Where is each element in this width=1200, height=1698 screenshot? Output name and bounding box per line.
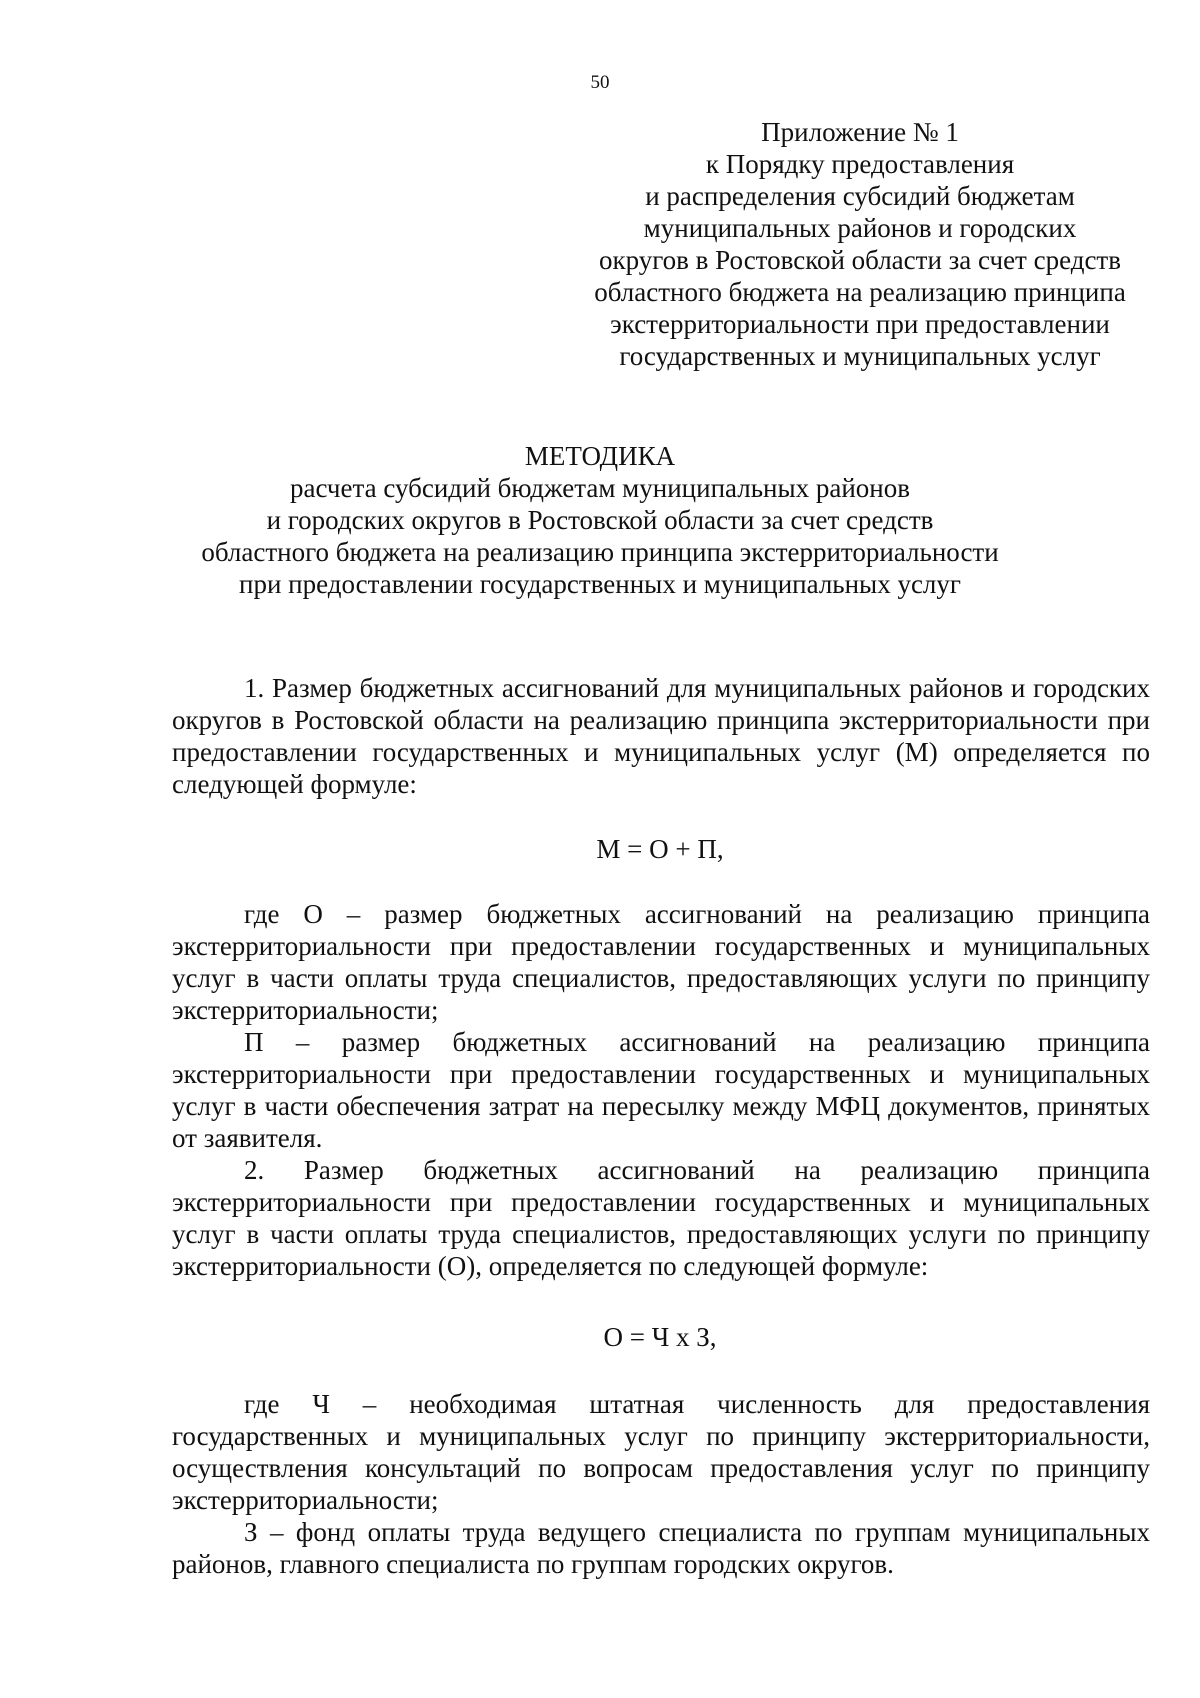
document-title xyxy=(150,440,1050,600)
definition-o: где О – размер бюджетных ассигнований на реализацию принципа экстерриториальности при предоставлении государственных и муниципальных услуг в части оплаты труда специалистов, предоставляющих услуги по принципу экстерриториальности; xyxy=(172,899,1150,1025)
title-line: расчета субсидий бюджетам муниципальных районов xyxy=(290,473,910,503)
appendix-line: государственных и муниципальных услуг xyxy=(619,341,1101,371)
appendix-line: округов в Ростовской области за счет средств xyxy=(599,245,1121,275)
page-number: 50 xyxy=(590,72,610,93)
section-1-text xyxy=(172,672,1150,800)
appendix-line: и распределения субсидий бюджетам xyxy=(645,181,1075,211)
section-2-definitions xyxy=(172,1388,1150,1580)
appendix-reference xyxy=(560,116,1160,372)
section-1-definitions xyxy=(172,898,1150,1282)
paragraph-2: 2. Размер бюджетных ассигнований на реализацию принципа экстерриториальности при предоставлении государственных и муниципальных услуг в части оплаты труда специалистов, предоставляющих услуги по принципу экстерриториальности (О), определяется по следующей формуле: xyxy=(172,1155,1150,1281)
appendix-line: областного бюджета на реализацию принципа xyxy=(594,277,1126,307)
title-heading: МЕТОДИКА xyxy=(524,441,676,471)
title-line: и городских округов в Ростовской области за счет средств xyxy=(266,505,934,535)
appendix-line: к Порядку предоставления xyxy=(705,149,1015,179)
title-line: областного бюджета на реализацию принципа экстерриториальности xyxy=(201,537,999,567)
definition-ch: где Ч – необходимая штатная численность для предоставления государственных и муниципальных услуг по принципу экстерриториальности, осуществления консультаций по вопросам предоставления услуг по принципу экстерриториальности; xyxy=(172,1389,1150,1515)
definition-z: З – фонд оплаты труда ведущего специалиста по группам муниципальных районов, главного специалиста по группам городских округов. xyxy=(172,1517,1150,1579)
appendix-line: муниципальных районов и городских xyxy=(643,213,1077,243)
formula-m: М = О + П, xyxy=(596,834,724,864)
appendix-line: экстерриториальности при предоставлении xyxy=(610,309,1110,339)
appendix-line: Приложение № 1 xyxy=(761,117,959,147)
paragraph-1: 1. Размер бюджетных ассигнований для муниципальных районов и городских округов в Ростовской области на реализацию принципа экстерриториальности при предоставлении государственных и муниципальных услуг (М) определяется по следующей формуле: xyxy=(172,673,1150,799)
title-line: при предоставлении государственных и муниципальных услуг xyxy=(239,569,961,599)
definition-p: П – размер бюджетных ассигнований на реализацию принципа экстерриториальности при предоставлении государственных и муниципальных услуг в части обеспечения затрат на пересылку между МФЦ документов, принятых от заявителя. xyxy=(172,1027,1150,1153)
formula-o: О = Ч х З, xyxy=(603,1322,717,1352)
